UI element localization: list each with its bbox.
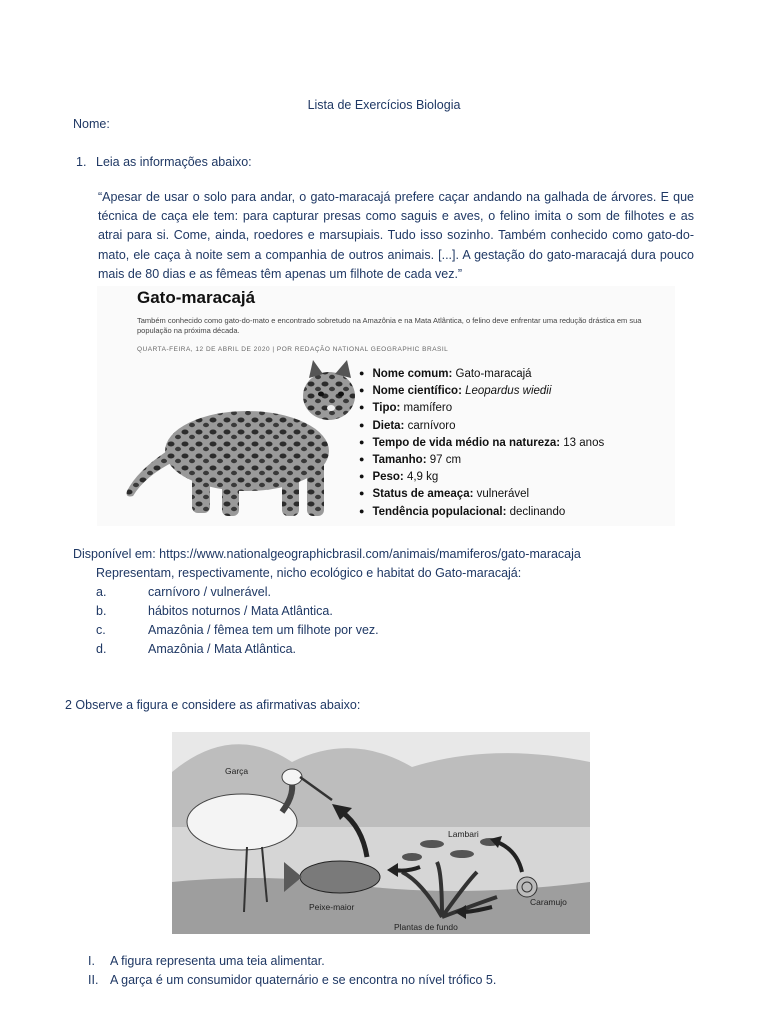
q2-prompt: 2 Observe a figura e considere as afirmativas abaixo: (65, 698, 361, 712)
fact-item: ● Status de ameaça: vulnerável (359, 486, 604, 503)
q1-prompt: Leia as informações abaixo: (96, 155, 252, 169)
option-letter: a. (96, 585, 107, 599)
option-d[interactable]: Amazônia / Mata Atlântica. (148, 642, 296, 656)
label-lambari: Lambari (448, 829, 479, 839)
label-fish: Peixe-maior (309, 902, 355, 912)
fact-item: ● Nome científico: Leopardus wiedii (359, 383, 604, 400)
q1-number: 1. (76, 155, 87, 169)
name-label: Nome: (73, 117, 110, 131)
infographic-subtitle: Também conhecido como gato-do-mato e encontrado sobretudo na Amazônia e na Mata Atlântica, o felino deve enfrentar uma redução drástica em sua população na próxima década. (137, 316, 642, 335)
statement-numeral: II. (88, 973, 99, 987)
infographic-dateline: QUARTA-FEIRA, 12 DE ABRIL DE 2020 | POR REDAÇÃO NATIONAL GEOGRAPHIC BRASIL (137, 346, 449, 353)
infographic-title: Gato-maracajá (137, 288, 256, 307)
fact-item: ● Tempo de vida médio na natureza: 13 anos (359, 435, 604, 452)
food-chain-figure (172, 732, 590, 934)
q1-quote: “Apesar de usar o solo para andar, o gato-maracajá prefere caçar andando na galhada de árvores. E que técnica de caça ele tem: para capturar presas como saguis e aves, o felino imita o som de filhotes e as atrai para si. Come, ainda, roedores e marsupiais. Tudo isso sozinho. Também conhecido como gato-do-mato, ele caça à noite sem a companhia de outros animais. [...]. A gestação do gato-maracajá dura pouco mais de 80 dias e as fêmeas têm apenas um filhote de cada vez.” (98, 190, 694, 281)
label-snail: Caramujo (530, 897, 567, 907)
statement-numeral: I. (88, 954, 95, 968)
ocelot-facts-list (359, 366, 604, 521)
ocelot-infographic (97, 286, 675, 526)
source-link[interactable]: Disponível em: https://www.nationalgeographicbrasil.com/animais/mamiferos/gato-maracaja (73, 547, 581, 561)
option-letter: b. (96, 604, 107, 618)
page-title: Lista de Exercícios Biologia (307, 98, 461, 112)
statement-i: A figura representa uma teia alimentar. (110, 954, 325, 968)
fact-item: ● Dieta: carnívoro (359, 418, 604, 435)
option-a[interactable]: carnívoro / vulnerável. (148, 585, 271, 599)
fact-item: ● Tendência populacional: declinando (359, 504, 604, 521)
fact-item: ● Peso: 4,9 kg (359, 469, 604, 486)
option-b[interactable]: hábitos noturnos / Mata Atlântica. (148, 604, 333, 618)
label-heron: Garça (225, 766, 249, 776)
fact-item: ● Tipo: mamífero (359, 400, 604, 417)
label-plants: Plantas de fundo (394, 922, 458, 932)
option-letter: d. (96, 642, 107, 656)
food-chain-illustration (172, 732, 590, 934)
option-c[interactable]: Amazônia / fêmea tem um filhote por vez. (148, 623, 379, 637)
statement-ii: A garça é um consumidor quaternário e se encontra no nível trófico 5. (110, 973, 497, 987)
q1-question: Representam, respectivamente, nicho ecológico e habitat do Gato-maracajá: (96, 566, 522, 580)
ocelot-illustration (97, 356, 357, 521)
fact-item: ● Nome comum: Gato-maracajá (359, 366, 604, 383)
option-letter: c. (96, 623, 106, 637)
fact-item: ● Tamanho: 97 cm (359, 452, 604, 469)
